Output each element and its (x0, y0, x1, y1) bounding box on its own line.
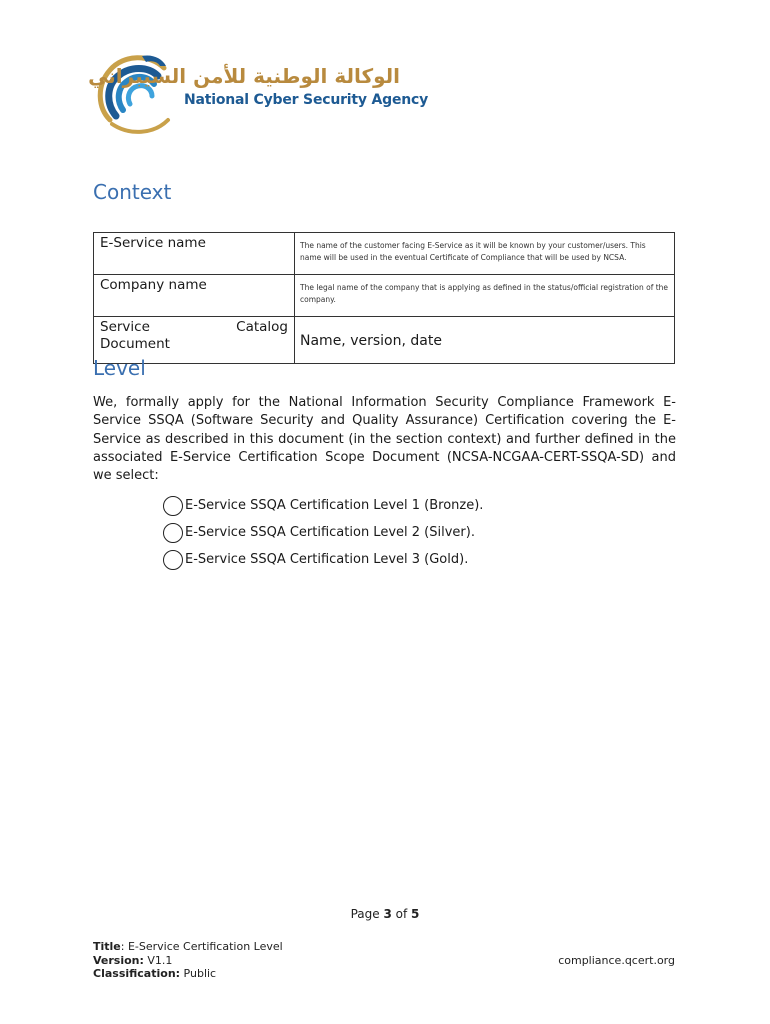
page-prefix: Page (350, 907, 384, 921)
context-heading: Context (93, 180, 172, 204)
context-table (93, 232, 675, 364)
company-name-field[interactable]: The legal name of the company that is applying as defined in the status/official registration of the company. (295, 275, 675, 317)
eservice-name-field[interactable]: The name of the customer facing E-Service as it will be known by your customer/users. This name will be used in the eventual Certificate of Compliance that will be used by NCSA. (295, 233, 675, 275)
service-catalog-label-word2: Catalog (236, 319, 288, 335)
level-1-label: E-Service SSQA Certification Level 1 (Bronze). (185, 498, 484, 513)
service-catalog-label-word1: Service (100, 319, 150, 335)
footer-document-info (93, 940, 283, 981)
footer-version-value: V1.1 (143, 953, 173, 967)
table-row (94, 317, 675, 364)
footer-version (93, 954, 283, 968)
footer-website: compliance.qcert.org (558, 954, 675, 967)
logo-english-name: National Cyber Security Agency (184, 92, 429, 108)
radio-button-level-3[interactable] (163, 550, 183, 570)
eservice-name-label: E-Service name (94, 233, 295, 275)
level-2-label: E-Service SSQA Certification Level 2 (Silver). (185, 525, 475, 540)
footer-version-key: Version: (93, 953, 144, 967)
footer-classification-key: Classification: (93, 967, 181, 980)
ncsa-emblem-icon (90, 50, 180, 136)
page-number (0, 907, 770, 921)
service-catalog-document-field[interactable]: Name, version, date (295, 317, 675, 364)
footer-title (93, 940, 283, 954)
footer-classification-value: Public (180, 967, 217, 980)
level-1-bronze-option[interactable] (163, 492, 483, 519)
level-3-gold-option[interactable] (163, 546, 483, 573)
radio-button-level-1[interactable] (163, 496, 183, 516)
logo-arabic-name: الوكالة الوطنية للأمن السيبراني (88, 64, 400, 88)
radio-button-level-2[interactable] (163, 523, 183, 543)
page-of: of (391, 907, 412, 921)
table-row (94, 233, 675, 275)
footer-title-key: Title (93, 940, 121, 953)
page-total: 5 (411, 907, 420, 921)
certification-level-options (163, 492, 483, 573)
level-3-label: E-Service SSQA Certification Level 3 (Gold). (185, 552, 469, 567)
service-catalog-label-line2: Document (100, 336, 170, 352)
table-row (94, 275, 675, 317)
company-name-label: Company name (94, 275, 295, 317)
level-paragraph: We, formally apply for the National Information Security Compliance Framework E-Service SSQA (Software Security and Quality Assurance) Certification covering the E-Service as described in this document (in the section context) and further defined in the associated E-Service Certification Scope Document (NCSA-NCGAA-CERT-SSQA-SD) and we select: (93, 395, 676, 484)
footer-title-value: : E-Service Certification Level (120, 940, 283, 953)
level-heading: Level (93, 356, 146, 380)
ncsa-logo (88, 50, 429, 136)
footer-classification (93, 967, 283, 981)
page-current: 3 (383, 907, 392, 921)
level-2-silver-option[interactable] (163, 519, 483, 546)
